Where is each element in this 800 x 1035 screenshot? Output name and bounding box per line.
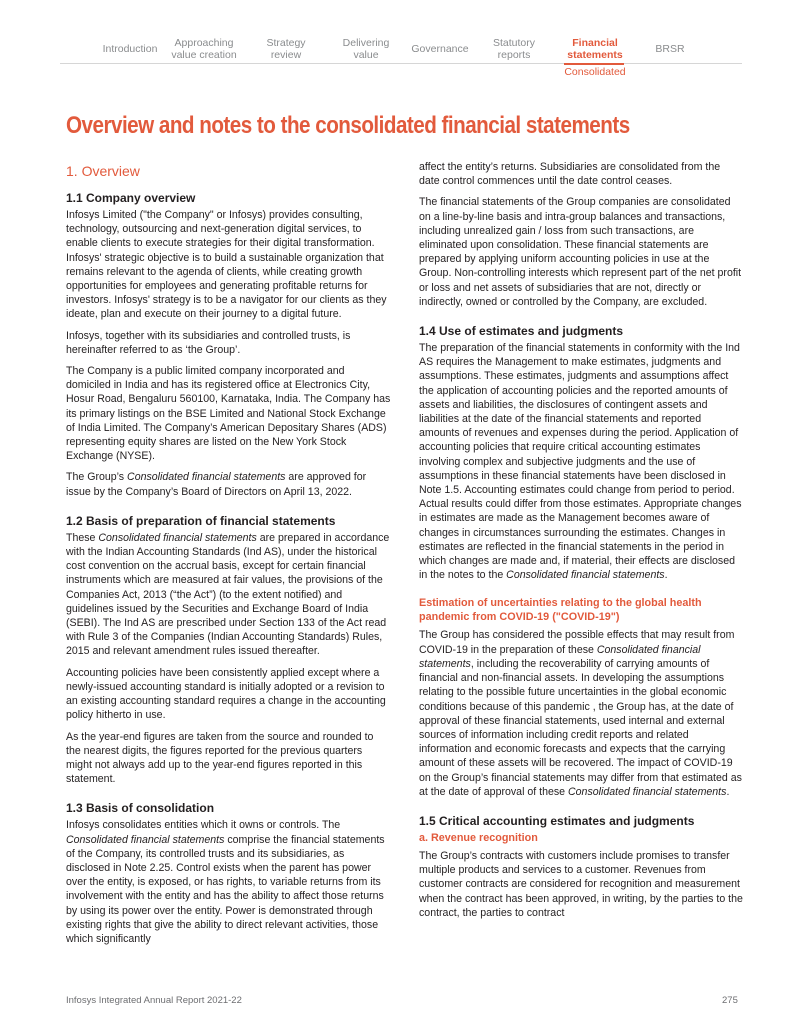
paragraph: Infosys Limited ("the Company" or Infosys) provides consulting, technology, outsourcing and next-generation digital services, to enable clients to execute strategies for their digital transformation. Infosys' strategic objective is to build a sustainable organization that remains relevant to the agenda of clients, while creating growth opportunities for employees and generating profitable returns for investors. Infosys' strategy is to be a navigator for our clients as they ideate, plan and execute on their journey to a digital future. [66,209,387,321]
heading-use-of-estimates: 1.4 Use of estimates and judgments [419,324,624,339]
active-tab-indicator [564,63,624,65]
nav-item-financial-statements[interactable] [560,34,630,64]
nav-label: Introduction [102,43,158,55]
heading-company-overview: 1.1 Company overview [66,191,196,205]
nav-item-statutory-reports[interactable] [484,34,544,64]
heading-critical-estimates: 1.5 Critical accounting estimates and judgments [419,813,695,828]
paragraph: Accounting policies have been consistently applied except where a newly-issued accounting standard is initially adopted or a revision to an existing accounting standard requires a change in the accounting policy hitherto in use. [66,666,386,722]
nav-item-approaching-value-creation[interactable] [168,34,240,64]
nav-label: Approaching [174,37,234,49]
nav-label: Governance [411,43,469,55]
page-title: Overview and notes to the consolidated financial statements [66,112,630,139]
paragraph: These Consolidated financial statements are prepared in accordance with the Indian Accounting Standards (Ind AS), under the historical cost convention on the accrual basis, except for certain financial instruments which are measured at fair values, the provisions of the Companies Act, 2013 (“the Act”) (to the extent notified) and guidelines issued by the Securities and Exchange Board of India (SEBI). The Ind AS are prescribed under Section 133 of the Act read with Rule 3 of the Companies (Indian Accounting Standards) Rules, 2015 and relevant amendment rules issued thereafter. [66,531,390,658]
consolidation-text-left: comprise the financial statements of the Company, its controlled trusts and its subsidiaries, as disclosed in Note 2.25. Control exists when the parent has power over the entity, is exposed, or has rights, to variable returns from its involvement with the entity and has the ability to affect those returns by using its power over the entity. Power is demonstrated through existing rights that give the ability to direct relevant activities, those which significantly [66,833,385,945]
nav-label: Financial [572,37,618,49]
section-nav [60,34,742,78]
nav-label: Statutory [492,37,536,49]
paragraph-continued: affect the entity’s returns. Subsidiaries are consolidated from the date control commences until the date control ceases. [419,161,721,188]
nav-label: Strategy [266,37,306,49]
paragraph: The preparation of the financial statements in conformity with the Ind AS requires the Management to make estimates, judgments and assumptions. These estimates, judgments and assumptions affect the application of accounting policies and the reported amounts of assets and liabilities, the disclosures of contingent assets and liabilities at the date of the financial statements and reported amounts of revenues and expenses during the period. Application of accounting policies that require critical accounting estimates involving complex and subjective judgments and the use of assumptions in these financial statements have been disclosed in Note 1.5. Accounting estimates could change from period to period. Actual results could differ from those estimates. Appropriate changes in estimates are made as the Management becomes aware of changes in circumstances surrounding the estimates. Changes in estimates are reflected in the financial statements in the period in which changes are made and, if material, their effects are disclosed in the notes to the Consolidated financial statements. [419,342,742,582]
nav-label-line2: value creation [171,49,237,61]
paragraph: Infosys, together with its subsidiaries and controlled trusts, is hereinafter referred to as ‘the Group’. [66,329,351,356]
footer-report-title: Infosys Integrated Annual Report 2021-22 [66,995,242,1006]
page-number: 275 [722,995,738,1006]
nav-item-brsr[interactable] [650,34,690,64]
nav-label-line2: value [353,49,379,61]
heading-covid-uncertainties: Estimation of uncertainties relating to the global health pandemic from COVID-19 ("COVID-19") [419,597,702,624]
subheading-revenue-recognition: a. Revenue recognition [419,831,538,844]
paragraph: The financial statements of the Group companies are consolidated on a line-by-line basis and intra-group balances and transactions, including unrealized gain / loss from such transactions, are eliminated upon consolidation. These financial statements are prepared by applying uniform accounting policies in use at the Group. Non-controlling interests which represent part of the net profit or loss and net assets of subsidiaries that are not, directly or indirectly, owned or controlled by the Company, are excluded. [419,196,742,308]
section-heading-overview: 1. Overview [66,163,140,179]
heading-basis-of-preparation: 1.2 Basis of preparation of financial statements [66,513,336,528]
nav-item-delivering-value[interactable] [336,34,396,64]
nav-label-line2: review [270,49,302,61]
nav-item-governance[interactable] [408,34,472,64]
paragraph: The Group’s Consolidated financial statements are approved for issue by the Company’s Board of Directors on April 13, 2022. [66,471,367,498]
paragraph: Infosys consolidates entities which it owns or controls. The Consolidated financial statements comprise the financial statements of the Company, its controlled trusts and its subsidiaries, as disclosed in Note 2.25. Control exists when the parent has power over the entity, is exposed, or has rights, to variable returns from its involvement with the entity and has the ability to affect those returns by using its power over the entity. Power is demonstrated through existing rights that give the ability to direct relevant activities, those which significantly [66,819,385,945]
nav-item-introduction[interactable] [100,34,160,64]
nav-subitem-consolidated[interactable]: Consolidated [564,66,626,78]
heading-basis-of-consolidation: 1.3 Basis of consolidation [66,801,215,816]
paragraph: The Company is a public limited company incorporated and domiciled in India and has its registered office at Electronics City, Hosur Road, Bengaluru 560100, Karnataka, India. The Company has its primary listings on the BSE Limited and National Stock Exchange of India Limited. The Company’s American Depositary Shares (ADS) representing equity shares are listed on the New York Stock Exchange (NYSE). [66,365,391,463]
nav-label: BRSR [655,43,685,55]
nav-label: Delivering [342,37,390,49]
nav-item-strategy-review[interactable] [256,34,316,64]
nav-label-line2: statements [567,49,623,61]
paragraph: The Group’s contracts with customers include promises to transfer multiple products and services to a customer. Revenues from customer contracts are considered for recognition and measurement when the contract has been approved, in writing, by the parties to the contract, the parties to contract [419,849,743,919]
nav-label-line2: reports [497,49,531,61]
paragraph: The Group has considered the possible effects that may result from COVID-19 in the preparation of these Consolidated financial statements, including the recoverability of carrying amounts of financial and non-financial assets. In developing the assumptions relating to the possible future uncertainties in the global economic conditions because of this pandemic , the Group has, at the date of approval of these financial statements, used internal and external sources of information including credit reports and related information and economic forecasts and expects that the carrying amount of these assets will be recovered. The impact of COVID-19 on the Group’s financial statements may differ from that estimated as at the date of approval of these Consolidated financial statements. [419,629,742,798]
paragraph: As the year-end figures are taken from the source and rounded to the nearest digits, the figures reported for the previous quarters might not always add up to the year-end figures reported in this statement. [66,730,374,786]
right-column [419,160,743,927]
left-column [66,160,391,953]
